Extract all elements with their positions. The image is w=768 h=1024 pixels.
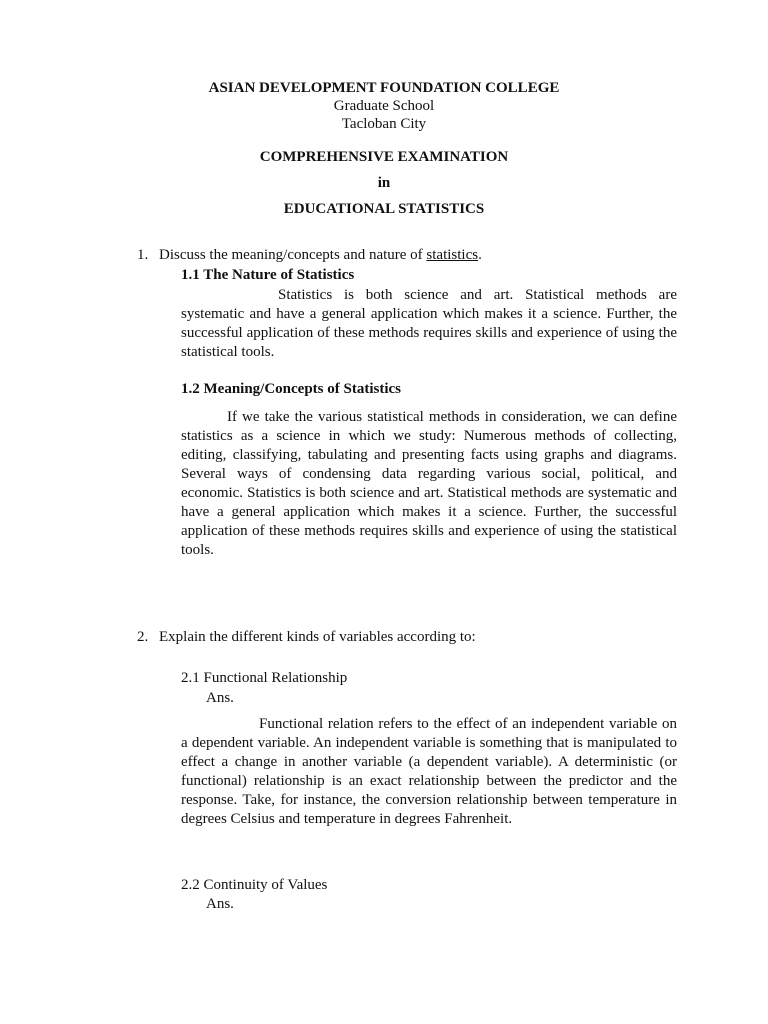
q2-section-2-heading: 2.2 Continuity of Values (181, 877, 328, 893)
q1-underlined-word: statistics (426, 247, 479, 263)
exam-in: in (377, 175, 391, 191)
q1-section-1-heading: 1.1 The Nature of Statistics (181, 267, 355, 283)
q2-section-1-body: Functional relation refers to the effect of an independent variable on a dependent variable. An independent variable is something that is manipulated to effect a change in another variable (a dependent variable). A deterministic (or functional) relationship is an exact relationship between the predictor and the response. Take, for instance, the conversion relationship between temperature in degrees Celsius and temperature in degrees Fahrenheit. (181, 716, 677, 827)
q2-question: Explain the different kinds of variables according to: (159, 629, 476, 645)
q2-section-1-ans: Ans. (206, 690, 234, 706)
q1-section-1-body: Statistics is both science and art. Statistical methods are systematic and have a general application which makes it a science. Further, the successful application of these methods requires skills and experience of using the statistical tools. (181, 287, 677, 360)
q1-section-2-body: If we take the various statistical methods in consideration, we can define statistics as a science in which we study: Numerous methods of collecting, editing, classifying, tabulating and presenting facts using graphs and diagrams. Several ways of condensing data regarding various social, political, and economic. Statistics is both science and art. Statistical methods are systematic and have a general application which makes it a science. Further, the successful application of these methods requires skills and experience of using the statistical tools. (181, 409, 677, 558)
q2-section-2-ans: Ans. (206, 896, 234, 912)
city-name: Tacloban City (341, 116, 427, 132)
q1-number: 1. (137, 247, 149, 263)
q1-section-2-heading: 1.2 Meaning/Concepts of Statistics (181, 381, 401, 397)
q1-question (159, 246, 679, 265)
exam-subject: EDUCATIONAL STATISTICS (283, 201, 485, 217)
school-name: Graduate School (333, 98, 435, 114)
q2-number: 2. (137, 629, 149, 645)
college-name: ASIAN DEVELOPMENT FOUNDATION COLLEGE (208, 80, 560, 96)
exam-title: COMPREHENSIVE EXAMINATION (259, 149, 509, 165)
q1-text-before: Discuss the meaning/concepts and nature of (159, 247, 427, 263)
q2-section-1-heading: 2.1 Functional Relationship (181, 670, 348, 686)
q1-text-after: . (478, 247, 482, 263)
